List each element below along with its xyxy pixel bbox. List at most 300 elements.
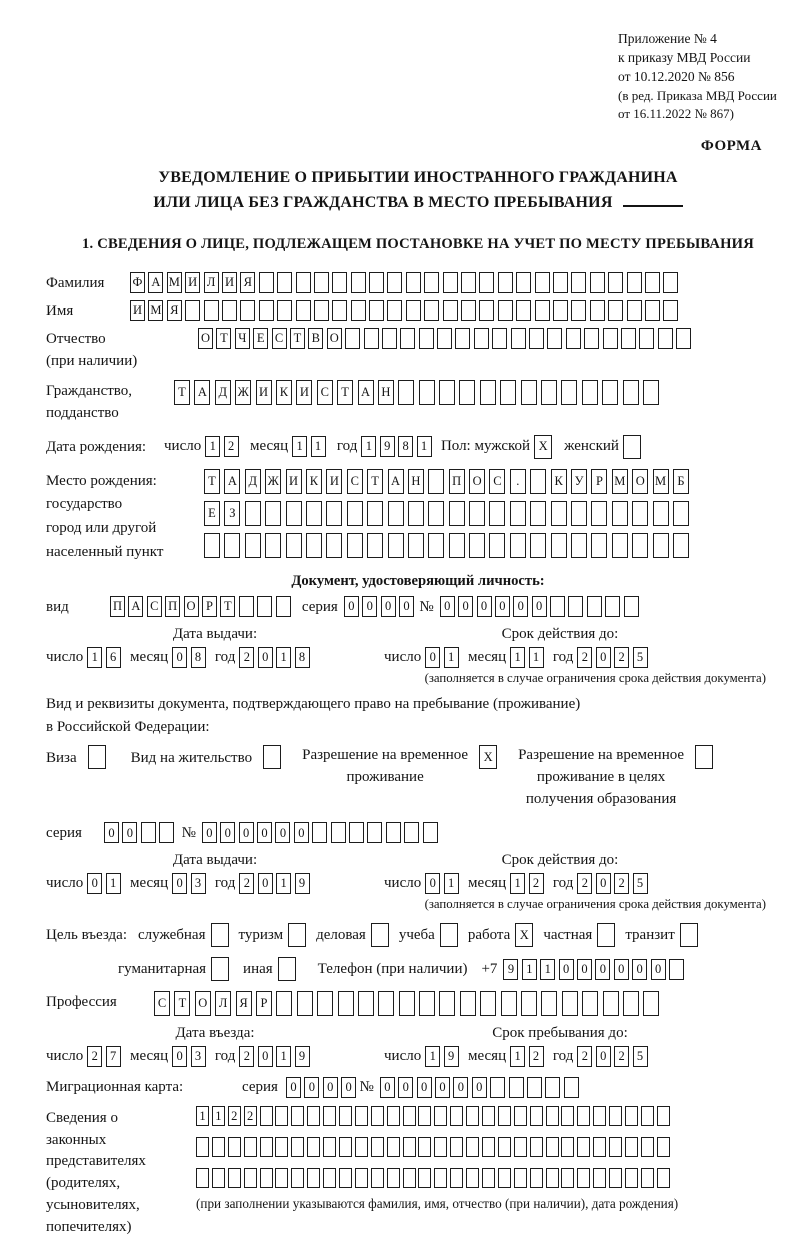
char-box[interactable]	[516, 272, 531, 293]
char-box[interactable]: 1	[522, 959, 537, 980]
char-box[interactable]	[211, 923, 229, 947]
char-box[interactable]: Е	[204, 501, 220, 526]
char-box[interactable]	[530, 1106, 543, 1126]
char-box[interactable]: 1	[417, 436, 432, 457]
char-box[interactable]	[387, 300, 402, 321]
char-box[interactable]: 1	[205, 436, 220, 457]
char-box[interactable]	[440, 923, 458, 947]
char-box[interactable]: Н	[408, 469, 424, 494]
char-box[interactable]	[514, 1168, 527, 1188]
char-box[interactable]	[338, 991, 354, 1016]
char-box[interactable]: М	[167, 272, 182, 293]
char-box[interactable]	[510, 533, 526, 558]
char-box[interactable]: С	[147, 596, 162, 617]
char-box[interactable]: 0	[239, 822, 254, 843]
char-box[interactable]: О	[632, 469, 648, 494]
char-box[interactable]	[530, 533, 546, 558]
char-box[interactable]	[663, 272, 678, 293]
char-box[interactable]	[277, 300, 292, 321]
char-box[interactable]	[400, 328, 415, 349]
char-box[interactable]	[275, 1137, 288, 1157]
char-box[interactable]	[307, 1137, 320, 1157]
char-box[interactable]	[547, 328, 562, 349]
char-box[interactable]: X	[515, 923, 533, 947]
char-box[interactable]	[632, 501, 648, 526]
char-box[interactable]	[593, 1168, 606, 1188]
char-box[interactable]: 9	[444, 1046, 459, 1067]
char-box[interactable]: А	[194, 380, 210, 405]
char-box[interactable]	[291, 1168, 304, 1188]
char-box[interactable]	[571, 272, 586, 293]
char-box[interactable]: 2	[224, 436, 239, 457]
char-box[interactable]	[593, 1106, 606, 1126]
char-box[interactable]	[371, 1168, 384, 1188]
char-box[interactable]: Т	[220, 596, 235, 617]
char-box[interactable]	[676, 328, 691, 349]
char-box[interactable]	[265, 501, 281, 526]
char-box[interactable]	[371, 1137, 384, 1157]
char-box[interactable]: Ж	[265, 469, 281, 494]
char-box[interactable]	[403, 1106, 416, 1126]
char-box[interactable]: 0	[458, 596, 473, 617]
char-box[interactable]	[645, 300, 660, 321]
char-box[interactable]: .	[510, 469, 526, 494]
char-box[interactable]: 0	[425, 873, 440, 894]
char-box[interactable]	[331, 822, 346, 843]
char-box[interactable]	[369, 300, 384, 321]
char-box[interactable]	[355, 1168, 368, 1188]
char-box[interactable]: 5	[633, 873, 648, 894]
char-box[interactable]	[561, 1106, 574, 1126]
char-box[interactable]: А	[224, 469, 240, 494]
char-box[interactable]	[418, 1106, 431, 1126]
char-box[interactable]	[378, 991, 394, 1016]
char-box[interactable]	[568, 596, 583, 617]
char-box[interactable]: 1	[276, 873, 291, 894]
char-box[interactable]	[591, 533, 607, 558]
char-box[interactable]	[347, 501, 363, 526]
char-box[interactable]	[339, 1168, 352, 1188]
char-box[interactable]	[553, 272, 568, 293]
char-box[interactable]	[561, 1168, 574, 1188]
char-box[interactable]: П	[165, 596, 180, 617]
char-box[interactable]	[296, 300, 311, 321]
char-box[interactable]: И	[185, 272, 200, 293]
char-box[interactable]: 0	[596, 1046, 611, 1067]
char-box[interactable]	[510, 501, 526, 526]
char-box[interactable]: О	[469, 469, 485, 494]
char-box[interactable]	[288, 923, 306, 947]
char-box[interactable]	[550, 596, 565, 617]
char-box[interactable]	[351, 272, 366, 293]
char-box[interactable]	[566, 328, 581, 349]
char-box[interactable]: Р	[256, 991, 272, 1016]
char-box[interactable]: А	[388, 469, 404, 494]
char-box[interactable]	[387, 1137, 400, 1157]
char-box[interactable]	[632, 533, 648, 558]
char-box[interactable]	[514, 1137, 527, 1157]
char-box[interactable]	[419, 991, 435, 1016]
char-box[interactable]: 9	[295, 1046, 310, 1067]
char-box[interactable]	[482, 1137, 495, 1157]
char-box[interactable]	[224, 533, 240, 558]
char-box[interactable]	[498, 1137, 511, 1157]
char-box[interactable]	[624, 596, 639, 617]
char-box[interactable]: Т	[367, 469, 383, 494]
char-box[interactable]	[317, 991, 333, 1016]
char-box[interactable]	[339, 1106, 352, 1126]
char-box[interactable]: 3	[191, 1046, 206, 1067]
char-box[interactable]	[498, 272, 513, 293]
char-box[interactable]: О	[195, 991, 211, 1016]
char-box[interactable]: 1	[444, 873, 459, 894]
char-box[interactable]: О	[198, 328, 213, 349]
char-box[interactable]: 0	[495, 596, 510, 617]
char-box[interactable]	[260, 1106, 273, 1126]
char-box[interactable]: 1	[212, 1106, 225, 1126]
char-box[interactable]	[673, 533, 689, 558]
char-box[interactable]	[277, 272, 292, 293]
char-box[interactable]	[204, 533, 220, 558]
char-box[interactable]: 0	[275, 822, 290, 843]
char-box[interactable]: И	[130, 300, 145, 321]
char-box[interactable]	[577, 1106, 590, 1126]
char-box[interactable]: Ж	[235, 380, 251, 405]
char-box[interactable]: 0	[472, 1077, 487, 1098]
char-box[interactable]	[466, 1137, 479, 1157]
char-box[interactable]: 0	[381, 596, 396, 617]
char-box[interactable]	[450, 1106, 463, 1126]
char-box[interactable]	[663, 300, 678, 321]
char-box[interactable]	[244, 1168, 257, 1188]
char-box[interactable]: Л	[215, 991, 231, 1016]
char-box[interactable]: 1	[510, 1046, 525, 1067]
char-box[interactable]: 1	[540, 959, 555, 980]
char-box[interactable]	[212, 1137, 225, 1157]
char-box[interactable]	[406, 272, 421, 293]
char-box[interactable]: 2	[529, 873, 544, 894]
char-box[interactable]: 1	[510, 873, 525, 894]
char-box[interactable]	[259, 300, 274, 321]
char-box[interactable]: Т	[174, 380, 190, 405]
char-box[interactable]: 0	[294, 822, 309, 843]
char-box[interactable]	[276, 991, 292, 1016]
char-box[interactable]: 5	[633, 647, 648, 668]
char-box[interactable]	[546, 1168, 559, 1188]
char-box[interactable]	[351, 300, 366, 321]
char-box[interactable]	[479, 272, 494, 293]
char-box[interactable]: 1	[510, 647, 525, 668]
char-box[interactable]	[571, 300, 586, 321]
char-box[interactable]: Е	[253, 328, 268, 349]
char-box[interactable]	[590, 300, 605, 321]
char-box[interactable]: 5	[633, 1046, 648, 1067]
char-box[interactable]	[443, 300, 458, 321]
char-box[interactable]: 0	[172, 1046, 187, 1067]
char-box[interactable]: Т	[290, 328, 305, 349]
char-box[interactable]: 0	[104, 822, 119, 843]
char-box[interactable]: Т	[216, 328, 231, 349]
char-box[interactable]	[408, 533, 424, 558]
char-box[interactable]: 0	[577, 959, 592, 980]
char-box[interactable]	[500, 380, 516, 405]
char-box[interactable]	[530, 469, 546, 494]
char-box[interactable]	[673, 501, 689, 526]
char-box[interactable]	[408, 501, 424, 526]
char-box[interactable]: 0	[341, 1077, 356, 1098]
char-box[interactable]	[609, 1106, 622, 1126]
char-box[interactable]	[657, 1168, 670, 1188]
char-box[interactable]	[355, 1106, 368, 1126]
char-box[interactable]: 0	[220, 822, 235, 843]
char-box[interactable]: 2	[614, 647, 629, 668]
char-box[interactable]: К	[276, 380, 292, 405]
char-box[interactable]	[428, 469, 444, 494]
char-box[interactable]	[434, 1168, 447, 1188]
char-box[interactable]	[571, 501, 587, 526]
char-box[interactable]: Т	[174, 991, 190, 1016]
char-box[interactable]	[584, 328, 599, 349]
char-box[interactable]: Ф	[130, 272, 145, 293]
char-box[interactable]	[388, 501, 404, 526]
char-box[interactable]	[419, 328, 434, 349]
char-box[interactable]: 2	[577, 647, 592, 668]
char-box[interactable]	[509, 1077, 524, 1098]
char-box[interactable]	[406, 300, 421, 321]
char-box[interactable]: И	[256, 380, 272, 405]
char-box[interactable]: 8	[295, 647, 310, 668]
char-box[interactable]	[278, 957, 296, 981]
char-box[interactable]	[469, 501, 485, 526]
char-box[interactable]	[367, 533, 383, 558]
char-box[interactable]	[516, 300, 531, 321]
char-box[interactable]	[460, 991, 476, 1016]
char-box[interactable]	[347, 533, 363, 558]
char-box[interactable]	[439, 991, 455, 1016]
char-box[interactable]: 6	[106, 647, 121, 668]
char-box[interactable]: 2	[239, 647, 254, 668]
char-box[interactable]	[443, 272, 458, 293]
char-box[interactable]	[498, 1106, 511, 1126]
char-box[interactable]	[561, 380, 577, 405]
char-box[interactable]	[364, 328, 379, 349]
char-box[interactable]	[424, 272, 439, 293]
char-box[interactable]	[564, 1077, 579, 1098]
char-box[interactable]: 0	[258, 647, 273, 668]
char-box[interactable]	[625, 1168, 638, 1188]
char-box[interactable]: 1	[292, 436, 307, 457]
char-box[interactable]	[211, 957, 229, 981]
char-box[interactable]: 0	[559, 959, 574, 980]
char-box[interactable]	[323, 1168, 336, 1188]
char-box[interactable]	[641, 1106, 654, 1126]
char-box[interactable]	[466, 1106, 479, 1126]
char-box[interactable]: А	[128, 596, 143, 617]
char-box[interactable]	[466, 1168, 479, 1188]
char-box[interactable]: 0	[596, 873, 611, 894]
char-box[interactable]	[530, 501, 546, 526]
char-box[interactable]	[603, 991, 619, 1016]
char-box[interactable]	[535, 300, 550, 321]
char-box[interactable]	[345, 328, 360, 349]
char-box[interactable]	[623, 380, 639, 405]
char-box[interactable]: О	[327, 328, 342, 349]
char-box[interactable]: 2	[614, 873, 629, 894]
char-box[interactable]	[562, 991, 578, 1016]
char-box[interactable]: М	[148, 300, 163, 321]
char-box[interactable]	[349, 822, 364, 843]
char-box[interactable]	[403, 1168, 416, 1188]
char-box[interactable]: 0	[425, 647, 440, 668]
char-box[interactable]	[434, 1106, 447, 1126]
char-box[interactable]: 1	[311, 436, 326, 457]
char-box[interactable]	[314, 272, 329, 293]
char-box[interactable]: 0	[344, 596, 359, 617]
char-box[interactable]: 2	[577, 873, 592, 894]
char-box[interactable]: К	[306, 469, 322, 494]
char-box[interactable]	[259, 272, 274, 293]
char-box[interactable]: 0	[258, 1046, 273, 1067]
char-box[interactable]	[535, 272, 550, 293]
char-box[interactable]	[469, 533, 485, 558]
char-box[interactable]: С	[489, 469, 505, 494]
char-box[interactable]	[263, 745, 281, 769]
char-box[interactable]: А	[148, 272, 163, 293]
char-box[interactable]: Ч	[235, 328, 250, 349]
char-box[interactable]	[653, 533, 669, 558]
char-box[interactable]	[88, 745, 106, 769]
char-box[interactable]: С	[154, 991, 170, 1016]
char-box[interactable]	[257, 596, 272, 617]
char-box[interactable]	[627, 300, 642, 321]
char-box[interactable]	[307, 1106, 320, 1126]
char-box[interactable]	[244, 1137, 257, 1157]
char-box[interactable]	[561, 1137, 574, 1157]
char-box[interactable]: Р	[202, 596, 217, 617]
char-box[interactable]	[577, 1137, 590, 1157]
char-box[interactable]: X	[479, 745, 497, 769]
char-box[interactable]	[605, 596, 620, 617]
char-box[interactable]	[582, 380, 598, 405]
char-box[interactable]	[286, 501, 302, 526]
char-box[interactable]	[461, 272, 476, 293]
char-box[interactable]: Р	[591, 469, 607, 494]
char-box[interactable]: 0	[87, 873, 102, 894]
char-box[interactable]	[332, 300, 347, 321]
char-box[interactable]	[382, 328, 397, 349]
char-box[interactable]: 0	[257, 822, 272, 843]
char-box[interactable]	[418, 1168, 431, 1188]
char-box[interactable]: 0	[632, 959, 647, 980]
char-box[interactable]: X	[534, 435, 552, 459]
char-box[interactable]	[658, 328, 673, 349]
char-box[interactable]	[625, 1137, 638, 1157]
char-box[interactable]	[657, 1106, 670, 1126]
char-box[interactable]: 2	[614, 1046, 629, 1067]
char-box[interactable]: 9	[295, 873, 310, 894]
char-box[interactable]: 0	[398, 1077, 413, 1098]
char-box[interactable]	[514, 1106, 527, 1126]
char-box[interactable]	[367, 822, 382, 843]
char-box[interactable]	[437, 328, 452, 349]
char-box[interactable]	[276, 596, 291, 617]
char-box[interactable]	[323, 1106, 336, 1126]
char-box[interactable]	[286, 533, 302, 558]
char-box[interactable]	[546, 1137, 559, 1157]
char-box[interactable]	[388, 533, 404, 558]
char-box[interactable]	[612, 533, 628, 558]
char-box[interactable]	[657, 1137, 670, 1157]
char-box[interactable]	[501, 991, 517, 1016]
char-box[interactable]: 0	[202, 822, 217, 843]
char-box[interactable]: 2	[228, 1106, 241, 1126]
char-box[interactable]	[428, 533, 444, 558]
char-box[interactable]: 0	[172, 873, 187, 894]
char-box[interactable]: 1	[444, 647, 459, 668]
char-box[interactable]	[196, 1168, 209, 1188]
char-box[interactable]	[641, 1137, 654, 1157]
char-box[interactable]	[609, 1168, 622, 1188]
char-box[interactable]	[450, 1168, 463, 1188]
char-box[interactable]	[643, 380, 659, 405]
char-box[interactable]: С	[272, 328, 287, 349]
char-box[interactable]	[521, 380, 537, 405]
char-box[interactable]: З	[224, 501, 240, 526]
char-box[interactable]: 2	[529, 1046, 544, 1067]
char-box[interactable]: 2	[87, 1046, 102, 1067]
char-box[interactable]	[498, 1168, 511, 1188]
char-box[interactable]	[492, 328, 507, 349]
char-box[interactable]	[645, 272, 660, 293]
char-box[interactable]	[403, 1137, 416, 1157]
char-box[interactable]: 0	[614, 959, 629, 980]
char-box[interactable]	[369, 272, 384, 293]
char-box[interactable]	[439, 380, 455, 405]
char-box[interactable]	[141, 822, 156, 843]
char-box[interactable]	[571, 533, 587, 558]
char-box[interactable]: 0	[513, 596, 528, 617]
char-box[interactable]: 0	[122, 822, 137, 843]
char-box[interactable]	[449, 533, 465, 558]
char-box[interactable]	[449, 501, 465, 526]
char-box[interactable]	[423, 822, 438, 843]
char-box[interactable]	[653, 501, 669, 526]
char-box[interactable]	[623, 991, 639, 1016]
char-box[interactable]	[387, 1106, 400, 1126]
char-box[interactable]	[459, 380, 475, 405]
char-box[interactable]: М	[653, 469, 669, 494]
char-box[interactable]	[461, 300, 476, 321]
char-box[interactable]	[398, 380, 414, 405]
char-box[interactable]	[323, 1137, 336, 1157]
char-box[interactable]	[185, 300, 200, 321]
char-box[interactable]: 0	[380, 1077, 395, 1098]
char-box[interactable]	[386, 822, 401, 843]
char-box[interactable]	[358, 991, 374, 1016]
char-box[interactable]	[239, 596, 254, 617]
char-box[interactable]	[291, 1106, 304, 1126]
char-box[interactable]: 1	[276, 1046, 291, 1067]
char-box[interactable]	[625, 1106, 638, 1126]
char-box[interactable]	[527, 1077, 542, 1098]
char-box[interactable]	[643, 991, 659, 1016]
char-box[interactable]	[551, 533, 567, 558]
char-box[interactable]	[541, 991, 557, 1016]
char-box[interactable]	[498, 300, 513, 321]
char-box[interactable]	[680, 923, 698, 947]
char-box[interactable]: С	[347, 469, 363, 494]
char-box[interactable]	[367, 501, 383, 526]
